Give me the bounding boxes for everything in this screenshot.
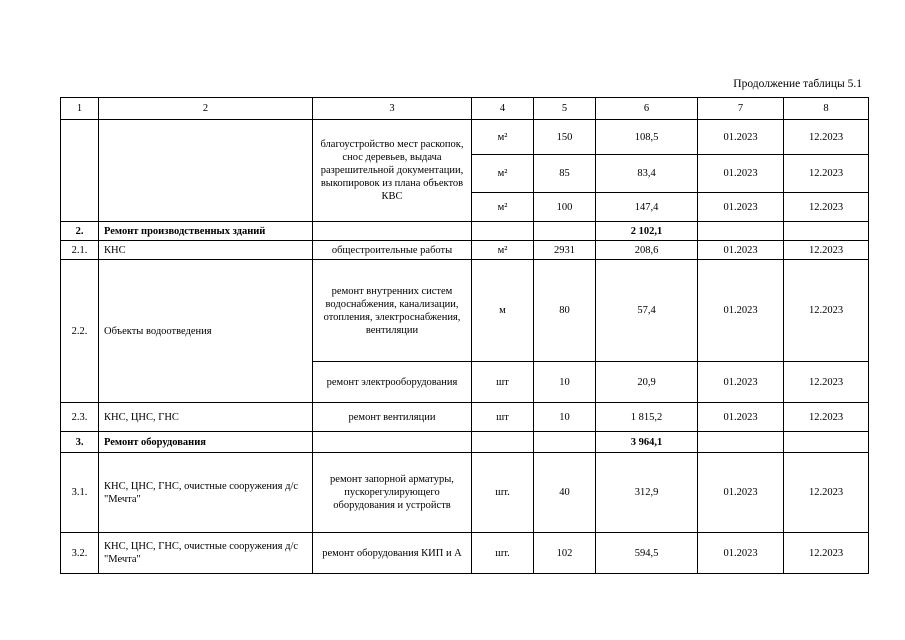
cell-cost: 147,4	[596, 193, 698, 222]
cell-end: 12.2023	[784, 241, 869, 260]
table-row	[61, 260, 869, 362]
cell-num	[61, 120, 99, 222]
cell-end: 12.2023	[784, 260, 869, 362]
cell-num: 2.2.	[61, 260, 99, 403]
cell-start: 01.2023	[698, 120, 784, 155]
cell-end: 12.2023	[784, 362, 869, 403]
cell-num: 2.3.	[61, 403, 99, 432]
continuation-table	[60, 97, 869, 574]
cell-cost: 312,9	[596, 453, 698, 533]
cell-start	[698, 432, 784, 453]
cell-work: благоустройство мест раскопок, снос деревьев, выдача разрешительной документации, выкопировок из плана объектов КВС	[313, 120, 472, 222]
cell-qty	[534, 222, 596, 241]
header-cell: 5	[534, 98, 596, 120]
table-row	[61, 120, 869, 155]
section-row	[61, 222, 869, 241]
cell-cost: 1 815,2	[596, 403, 698, 432]
table-row	[61, 403, 869, 432]
cell-cost: 83,4	[596, 155, 698, 193]
header-cell: 6	[596, 98, 698, 120]
cell-cost: 57,4	[596, 260, 698, 362]
cell-unit: м²	[472, 241, 534, 260]
header-cell: 1	[61, 98, 99, 120]
section-total: 3 964,1	[596, 432, 698, 453]
cell-cost: 108,5	[596, 120, 698, 155]
cell-work: ремонт электрооборудования	[313, 362, 472, 403]
header-cell: 7	[698, 98, 784, 120]
cell-qty: 150	[534, 120, 596, 155]
cell-work	[313, 432, 472, 453]
header-cell: 2	[99, 98, 313, 120]
header-row	[61, 98, 869, 120]
section-row	[61, 432, 869, 453]
cell-end	[784, 432, 869, 453]
cell-work: ремонт вентиляции	[313, 403, 472, 432]
cell-start: 01.2023	[698, 403, 784, 432]
cell-start	[698, 222, 784, 241]
cell-num: 3.	[61, 432, 99, 453]
cell-cost: 594,5	[596, 533, 698, 574]
table-row	[61, 241, 869, 260]
cell-unit: шт.	[472, 453, 534, 533]
cell-qty: 80	[534, 260, 596, 362]
cell-work: общестроительные работы	[313, 241, 472, 260]
table-caption: Продолжение таблицы 5.1	[733, 78, 862, 90]
cell-work	[313, 222, 472, 241]
table-row	[61, 453, 869, 533]
header-cell: 4	[472, 98, 534, 120]
cell-num: 3.1.	[61, 453, 99, 533]
cell-qty	[534, 432, 596, 453]
cell-object	[99, 120, 313, 222]
table-row	[61, 533, 869, 574]
cell-unit: м²	[472, 120, 534, 155]
cell-start: 01.2023	[698, 453, 784, 533]
cell-object: КНС, ЦНС, ГНС	[99, 403, 313, 432]
cell-object: КНС	[99, 241, 313, 260]
cell-start: 01.2023	[698, 193, 784, 222]
cell-work: ремонт запорной арматуры, пускорегулирующего оборудования и устройств	[313, 453, 472, 533]
cell-cost: 20,9	[596, 362, 698, 403]
cell-unit: шт	[472, 362, 534, 403]
cell-qty: 10	[534, 362, 596, 403]
section-title: Ремонт оборудования	[99, 432, 313, 453]
cell-qty: 40	[534, 453, 596, 533]
cell-unit	[472, 222, 534, 241]
cell-end: 12.2023	[784, 403, 869, 432]
cell-unit: м	[472, 260, 534, 362]
header-cell: 8	[784, 98, 869, 120]
header-cell: 3	[313, 98, 472, 120]
cell-qty: 2931	[534, 241, 596, 260]
cell-unit: м²	[472, 155, 534, 193]
cell-end	[784, 222, 869, 241]
cell-unit: м²	[472, 193, 534, 222]
cell-end: 12.2023	[784, 120, 869, 155]
cell-qty: 102	[534, 533, 596, 574]
cell-object: КНС, ЦНС, ГНС, очистные сооружения д/с "Мечта"	[99, 453, 313, 533]
cell-start: 01.2023	[698, 241, 784, 260]
cell-end: 12.2023	[784, 155, 869, 193]
cell-object: Объекты водоотведения	[99, 260, 313, 403]
section-title: Ремонт производственных зданий	[99, 222, 313, 241]
cell-cost: 208,6	[596, 241, 698, 260]
cell-end: 12.2023	[784, 533, 869, 574]
cell-num: 3.2.	[61, 533, 99, 574]
cell-work: ремонт оборудования КИП и А	[313, 533, 472, 574]
cell-work: ремонт внутренних систем водоснабжения, канализации, отопления, электроснабжения, вентиляции	[313, 260, 472, 362]
cell-start: 01.2023	[698, 155, 784, 193]
cell-num: 2.1.	[61, 241, 99, 260]
cell-start: 01.2023	[698, 362, 784, 403]
cell-qty: 100	[534, 193, 596, 222]
cell-unit: шт.	[472, 533, 534, 574]
cell-num: 2.	[61, 222, 99, 241]
cell-start: 01.2023	[698, 533, 784, 574]
cell-start: 01.2023	[698, 260, 784, 362]
cell-unit: шт	[472, 403, 534, 432]
cell-object: КНС, ЦНС, ГНС, очистные сооружения д/с "Мечта"	[99, 533, 313, 574]
cell-qty: 85	[534, 155, 596, 193]
cell-qty: 10	[534, 403, 596, 432]
cell-unit	[472, 432, 534, 453]
cell-end: 12.2023	[784, 453, 869, 533]
section-total: 2 102,1	[596, 222, 698, 241]
cell-end: 12.2023	[784, 193, 869, 222]
